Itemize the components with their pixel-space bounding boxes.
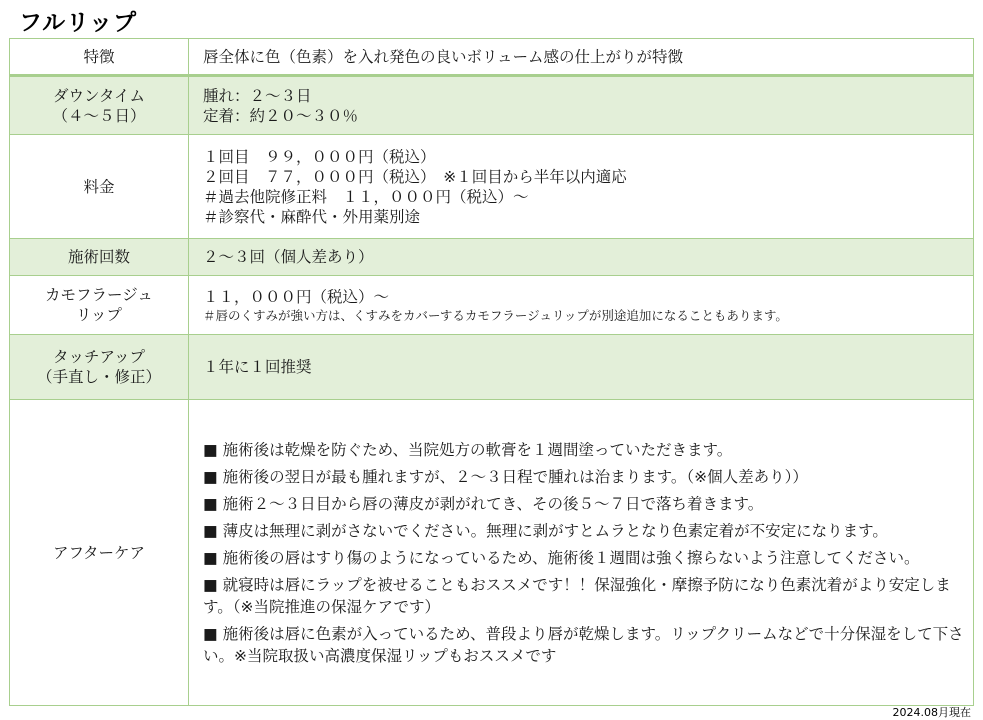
camouflage-label bbox=[10, 276, 189, 335]
price-line2: ２回目 ７７，０００円（税込） ※１回目から半年以内適応 bbox=[203, 167, 627, 186]
table-row-aftercare bbox=[10, 400, 974, 706]
page-title: フルリップ bbox=[19, 10, 138, 36]
table-row-touchup bbox=[10, 335, 974, 400]
aftercare-item: ■ 薄皮は無理に剥がさないでください。無理に剥がすとムラとなり色素定着が不安定になります。 bbox=[203, 520, 965, 542]
table-row-sessions bbox=[10, 239, 974, 276]
camouflage-label-line1: カモフラージュ bbox=[45, 286, 153, 304]
downtime-label-line2: （４～５日） bbox=[52, 106, 146, 125]
touchup-value: １年に１回推奨 bbox=[189, 335, 974, 400]
aftercare-item: ■ 就寝時は唇にラップを被せることもおススメです！！保湿強化・摩擦予防になり色素沈着がより安定します。（※当院推進の保湿ケアです） bbox=[203, 574, 965, 618]
footer-date: 2024.08月現在 bbox=[892, 706, 971, 719]
downtime-label bbox=[10, 76, 189, 135]
aftercare-label: アフターケア bbox=[10, 400, 189, 706]
price-label: 料金 bbox=[10, 135, 189, 239]
downtime-line2: 定着：約２０～３０％ bbox=[203, 106, 359, 125]
camouflage-line2: ＃唇のくすみが強い方は、くすみをカバーするカモフラージュリップが別途追加になることもあります。 bbox=[203, 307, 788, 323]
price-line1: １回目 ９９，０００円（税込） bbox=[203, 147, 436, 166]
downtime-label-line1: ダウンタイム bbox=[52, 86, 146, 105]
aftercare-item: ■ 施術後は唇に色素が入っているため、普段より唇が乾燥します。リップクリームなどで十分保湿をして下さい。※当院取扱い高濃度保湿リップもおススメです bbox=[203, 623, 965, 667]
aftercare-item: ■ 施術後の翌日が最も腫れますが、２～３日程で腫れは治まります。（※個人差あり）） bbox=[203, 466, 965, 488]
aftercare-item: ■ 施術後は乾燥を防ぐため、当院処方の軟膏を１週間塗っていただきます。 bbox=[203, 439, 965, 461]
aftercare-value bbox=[189, 400, 974, 706]
info-table bbox=[9, 38, 974, 706]
sessions-label: 施術回数 bbox=[10, 239, 189, 276]
aftercare-list bbox=[189, 433, 973, 667]
aftercare-item: ■ 施術後の唇はすり傷のようになっているため、施術後１週間は強く擦らないよう注意してください。 bbox=[203, 547, 965, 569]
touchup-label bbox=[10, 335, 189, 400]
sessions-value: ２～３回（個人差あり） bbox=[189, 239, 974, 276]
table-row-downtime bbox=[10, 76, 974, 135]
feature-label: 特徴 bbox=[10, 39, 189, 76]
downtime-line1: 腫れ：２～３日 bbox=[203, 86, 312, 105]
price-line4: ＃診察代・麻酔代・外用薬別途 bbox=[203, 207, 421, 226]
table-row-price bbox=[10, 135, 974, 239]
aftercare-item: ■ 施術２～３日目から唇の薄皮が剥がれてき、その後５～７日で落ち着きます。 bbox=[203, 493, 965, 515]
downtime-value bbox=[189, 76, 974, 135]
feature-value: 唇全体に色（色素）を入れ発色の良いボリューム感の仕上がりが特徴 bbox=[189, 39, 974, 76]
price-line3: ＃過去他院修正料 １１，０００円（税込）～ bbox=[203, 187, 529, 206]
camouflage-line1: １１，０００円（税込）～ bbox=[203, 287, 390, 306]
table-row-feature bbox=[10, 39, 974, 76]
touchup-label-line1: タッチアップ bbox=[53, 348, 145, 366]
price-value bbox=[189, 135, 974, 239]
touchup-label-line2: （手直し・修正） bbox=[36, 368, 161, 386]
camouflage-label-line2: リップ bbox=[76, 306, 122, 324]
camouflage-value bbox=[189, 276, 974, 335]
table-row-camouflage bbox=[10, 276, 974, 335]
